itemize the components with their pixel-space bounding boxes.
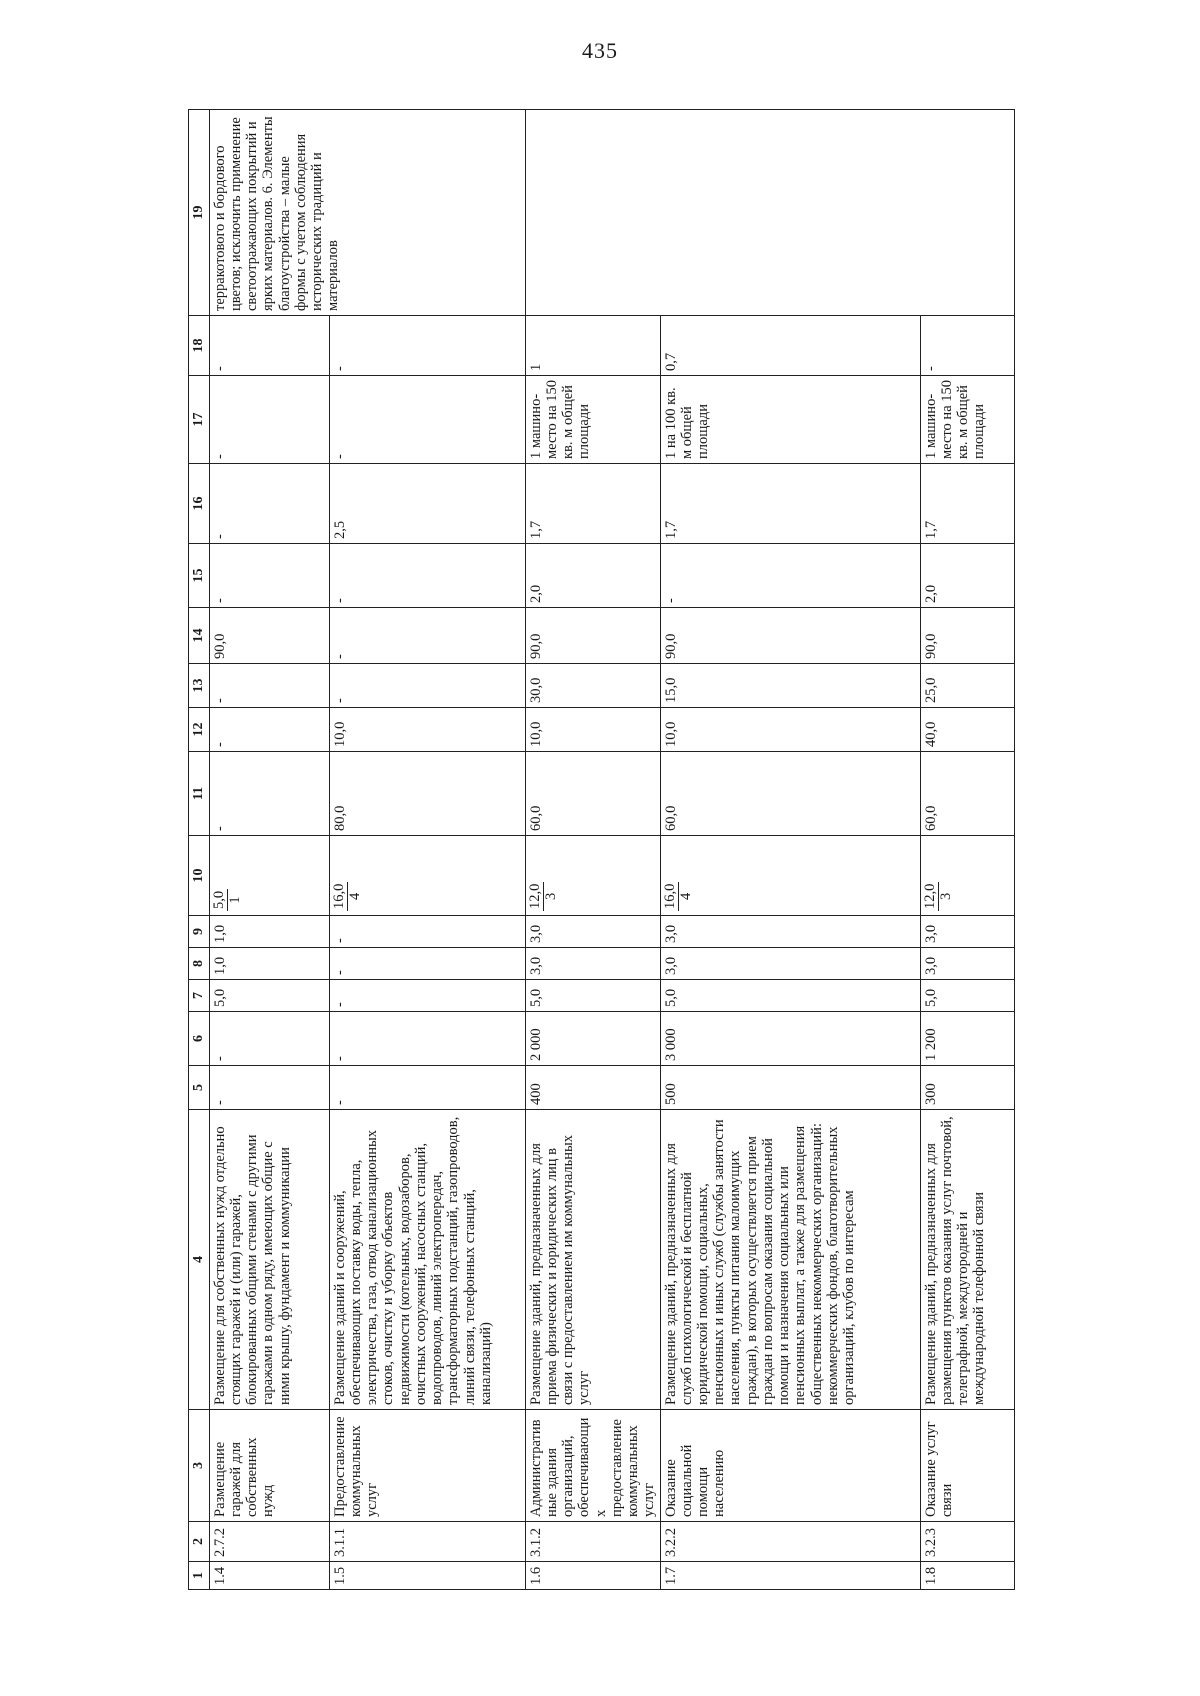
- cell-value: 500: [660, 1066, 920, 1110]
- cell-value: 90,0: [660, 608, 920, 664]
- fraction-numerator: 16,0: [330, 883, 347, 909]
- cell-parking-norm: 1 на 100 кв. м общей площади: [660, 376, 920, 464]
- fraction-denominator: 4: [346, 892, 363, 900]
- cell-value: 1: [525, 316, 660, 376]
- fraction-denominator: 3: [542, 892, 559, 900]
- cell-value: 5,0: [920, 980, 1014, 1012]
- cell-parking-norm: 1 машино-место на 150 кв. м общей площади: [525, 376, 660, 464]
- cell-value: 5,0: [209, 980, 329, 1012]
- cell-value: 30,0: [525, 664, 660, 708]
- cell-description: Размещение зданий и сооружений, обеспечивающих поставку воды, тепла, электричества, газа, отвод канализационных стоков, очистку и уборку объектов недвижимости (котельных, водозаборов, очистных сооружений, насосных станций, водопроводов, линий электропередач, трансформаторных подстанций, газопроводов, линий связи, телефонных станций, канализаций): [329, 1110, 525, 1410]
- cell-value: -: [660, 544, 920, 608]
- cell-value: 5,0: [660, 980, 920, 1012]
- cell-number: 1.4: [209, 1562, 329, 1590]
- cell-value: -: [920, 316, 1014, 376]
- cell-description: Размещение зданий, предназначенных для приема физических и юридических лиц в связи с предоставлением им коммунальных услуг: [525, 1110, 660, 1410]
- cell-value: -: [329, 1012, 525, 1066]
- header-col-2: 2: [189, 1522, 210, 1562]
- land-use-table: [188, 109, 1015, 1590]
- cell-value: -: [329, 544, 525, 608]
- cell-code: 3.2.3: [920, 1522, 1014, 1562]
- cell-fraction: [209, 836, 329, 916]
- cell-value: 3,0: [660, 948, 920, 980]
- cell-value: 2 000: [525, 1012, 660, 1066]
- fraction: [923, 882, 954, 911]
- cell-value: 3,0: [525, 916, 660, 948]
- cell-parking-norm: -: [209, 376, 329, 464]
- fraction-numerator: 5,0: [210, 890, 227, 909]
- header-row: [189, 110, 210, 1590]
- cell-code: 3.1.1: [329, 1522, 525, 1562]
- fraction-numerator: 12,0: [921, 883, 938, 909]
- cell-value: -: [209, 316, 329, 376]
- cell-value: 5,0: [525, 980, 660, 1012]
- cell-number: 1.6: [525, 1562, 660, 1590]
- fraction-denominator: 3: [937, 892, 954, 900]
- cell-value: 15,0: [660, 664, 920, 708]
- header-col-5: 5: [189, 1066, 210, 1110]
- fraction-denominator: 1: [226, 896, 243, 904]
- cell-code: 3.1.2: [525, 1522, 660, 1562]
- cell-use-type: Размещение гаражей для собственных нужд: [209, 1410, 329, 1522]
- header-col-13: 13: [189, 664, 210, 708]
- cell-value: 1,0: [209, 916, 329, 948]
- fraction: [528, 882, 559, 911]
- cell-value: 0,7: [660, 316, 920, 376]
- cell-requirements: терракотового и бордового цветов; исключить применение светоотражающих покрытий и ярких материалов. 6. Элементы благоустройства – малые формы с учетом соблюдения исторических традиций и материалов: [209, 110, 525, 316]
- cell-value: 1,7: [920, 464, 1014, 544]
- cell-number: 1.8: [920, 1562, 1014, 1590]
- fraction: [332, 882, 363, 911]
- header-col-16: 16: [189, 464, 210, 544]
- cell-value: 10,0: [525, 708, 660, 752]
- rotated-table-frame: [188, 110, 1048, 1590]
- header-col-12: 12: [189, 708, 210, 752]
- cell-use-type: Предоставление коммунальных услуг: [329, 1410, 525, 1522]
- cell-value: 60,0: [525, 752, 660, 836]
- cell-value: -: [209, 464, 329, 544]
- cell-value: -: [209, 1066, 329, 1110]
- cell-value: -: [209, 664, 329, 708]
- header-col-14: 14: [189, 608, 210, 664]
- cell-value: 1 200: [920, 1012, 1014, 1066]
- cell-value: 1,7: [525, 464, 660, 544]
- header-col-10: 10: [189, 836, 210, 916]
- cell-value: 3,0: [660, 916, 920, 948]
- cell-value: 60,0: [920, 752, 1014, 836]
- cell-value: 10,0: [660, 708, 920, 752]
- cell-value: -: [329, 316, 525, 376]
- cell-value: 80,0: [329, 752, 525, 836]
- cell-value: 3,0: [525, 948, 660, 980]
- cell-value: -: [329, 1066, 525, 1110]
- cell-parking-norm: -: [329, 376, 525, 464]
- header-col-17: 17: [189, 376, 210, 464]
- cell-value: -: [329, 980, 525, 1012]
- cell-parking-norm: 1 машино-место на 150 кв. м общей площади: [920, 376, 1014, 464]
- header-col-18: 18: [189, 316, 210, 376]
- cell-value: 25,0: [920, 664, 1014, 708]
- header-col-4: 4: [189, 1110, 210, 1410]
- fraction: [663, 882, 694, 911]
- cell-value: 10,0: [329, 708, 525, 752]
- table-row: [329, 110, 525, 1590]
- page-number: 435: [582, 38, 618, 63]
- cell-description: Размещение для собственных нужд отдельно стоящих гаражей и (или) гаражей, блокированных общими стенами с другими гаражами в одном ряду, имеющих общие с ними крышу, фундамент и коммуникации: [209, 1110, 329, 1410]
- cell-value: 2,5: [329, 464, 525, 544]
- cell-value: 90,0: [209, 608, 329, 664]
- cell-value: -: [329, 664, 525, 708]
- cell-value: 1,7: [660, 464, 920, 544]
- cell-value: -: [329, 608, 525, 664]
- header-col-19: 19: [189, 110, 210, 316]
- cell-value: 90,0: [525, 608, 660, 664]
- cell-value: 2,0: [920, 544, 1014, 608]
- cell-code: 2.7.2: [209, 1522, 329, 1562]
- fraction-numerator: 12,0: [526, 883, 543, 909]
- cell-fraction: [920, 836, 1014, 916]
- cell-value: 3,0: [920, 948, 1014, 980]
- cell-value: 300: [920, 1066, 1014, 1110]
- header-col-1: 1: [189, 1562, 210, 1590]
- cell-value: 1,0: [209, 948, 329, 980]
- cell-value: 60,0: [660, 752, 920, 836]
- cell-description: Размещение зданий, предназначенных для размещения пунктов оказания услуг почтовой, телеграфной, междугородней и международной телефонной связи: [920, 1110, 1014, 1410]
- table-row: [920, 110, 1014, 1590]
- cell-fraction: [329, 836, 525, 916]
- cell-value: -: [209, 544, 329, 608]
- header-col-11: 11: [189, 752, 210, 836]
- cell-value: -: [209, 708, 329, 752]
- cell-code: 3.2.2: [660, 1522, 920, 1562]
- table-row: [660, 110, 920, 1590]
- cell-value: 3 000: [660, 1012, 920, 1066]
- header-col-3: 3: [189, 1410, 210, 1522]
- cell-use-type: Оказание социальной помощи населению: [660, 1410, 920, 1522]
- cell-use-type: Оказание услуг связи: [920, 1410, 1014, 1522]
- fraction: [212, 889, 243, 911]
- fraction-denominator: 4: [677, 892, 694, 900]
- table-row: [525, 110, 660, 1590]
- cell-fraction: [525, 836, 660, 916]
- cell-description: Размещение зданий, предназначенных для служб психологической и бесплатной юридической помощи, социальных, пенсионных и иных служб (службы занятости населения, пункты питания малоимущих граждан), в которых осуществляется прием граждан по вопросам оказания социальной помощи и назначения социальных или пенсионных выплат, а также для размещения общественных некоммерческих организаций: некоммерческих фондов, благотворительных организаций, клубов по интересам: [660, 1110, 920, 1410]
- header-col-8: 8: [189, 948, 210, 980]
- cell-value: 90,0: [920, 608, 1014, 664]
- cell-fraction: [660, 836, 920, 916]
- cell-value: -: [209, 1012, 329, 1066]
- cell-value: -: [209, 752, 329, 836]
- header-col-6: 6: [189, 1012, 210, 1066]
- table-row: [209, 110, 329, 1590]
- cell-use-type: Административные здания организаций, обеспечивающих предоставление коммунальных услуг: [525, 1410, 660, 1522]
- cell-value: 40,0: [920, 708, 1014, 752]
- cell-value: 2,0: [525, 544, 660, 608]
- cell-empty: [525, 110, 1014, 316]
- cell-value: -: [329, 948, 525, 980]
- header-col-7: 7: [189, 980, 210, 1012]
- header-col-9: 9: [189, 916, 210, 948]
- cell-number: 1.5: [329, 1562, 525, 1590]
- cell-value: -: [329, 916, 525, 948]
- fraction-numerator: 16,0: [661, 883, 678, 909]
- cell-value: 3,0: [920, 916, 1014, 948]
- header-col-15: 15: [189, 544, 210, 608]
- cell-value: 400: [525, 1066, 660, 1110]
- rotated-table-container: [188, 110, 1048, 1590]
- cell-number: 1.7: [660, 1562, 920, 1590]
